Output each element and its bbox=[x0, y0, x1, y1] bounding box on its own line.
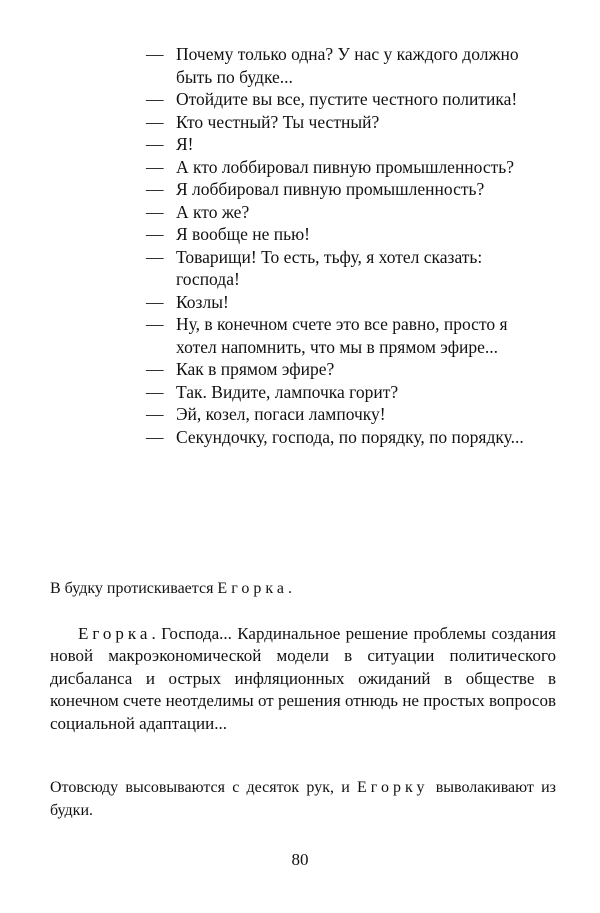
dialogue-dash: — bbox=[146, 291, 164, 312]
dialogue-dash: — bbox=[146, 111, 164, 132]
dialogue-dash: — bbox=[146, 246, 164, 267]
dialogue-dash: — bbox=[146, 359, 164, 379]
dialogue-dash: — bbox=[146, 44, 164, 64]
stage-direction-enter bbox=[50, 578, 560, 600]
dialogue-text: Я! bbox=[176, 134, 194, 154]
dialogue-line bbox=[146, 88, 526, 111]
dialogue-dash: — bbox=[146, 89, 164, 109]
dialogue-dash: — bbox=[146, 201, 164, 222]
dialogue-line bbox=[146, 133, 526, 156]
dialogue-dash: — bbox=[146, 179, 164, 199]
dialogue-line bbox=[146, 178, 526, 201]
dialogue-text: А кто лоббировал пивную промышленность? bbox=[176, 156, 515, 177]
dialogue-text: Козлы! bbox=[176, 291, 229, 312]
dialogue-text: Ну, в конечном счете это все равно, просто я хотел напомнить, что мы в прямом эфире... bbox=[176, 314, 508, 357]
dialogue-block bbox=[146, 43, 526, 448]
dialogue-dash: — bbox=[146, 134, 164, 154]
dialogue-line bbox=[146, 156, 526, 179]
stage-text-1: Отовсюду высовываются с десяток рук, и bbox=[50, 779, 358, 796]
dialogue-line bbox=[146, 313, 526, 358]
dialogue-line bbox=[146, 43, 526, 88]
stage-end: . bbox=[288, 580, 292, 597]
stage-text-2: выволакивают из будки. bbox=[50, 779, 556, 819]
dialogue-dash: — bbox=[146, 314, 164, 334]
dialogue-text: Так. Видите, лампочка горит? bbox=[176, 381, 399, 402]
speech-text: . Господа... Кардинальное решение проблемы создания новой макроэкономической модели в ситуации политического дисбаланса и острых инфляционных ожиданий в обществе в конечном счете неотделимы от решения отнюдь не простых вопросов социальной адаптации... bbox=[50, 624, 556, 733]
dialogue-dash: — bbox=[146, 224, 164, 244]
character-name: Егорка bbox=[217, 580, 288, 597]
dialogue-line bbox=[146, 358, 526, 381]
dialogue-dash: — bbox=[146, 426, 164, 447]
dialogue-line bbox=[146, 426, 526, 449]
dialogue-line bbox=[146, 201, 526, 224]
speaker-name: Егорка bbox=[78, 624, 152, 643]
dialogue-text: Я лоббировал пивную промышленность? bbox=[176, 179, 485, 199]
dialogue-text: Эй, козел, погаси лампочку! bbox=[176, 404, 386, 424]
character-name: Егорку bbox=[357, 779, 429, 796]
dialogue-dash: — bbox=[146, 381, 164, 402]
dialogue-text: Секундочку, господа, по порядку, по порядку... bbox=[176, 426, 524, 447]
dialogue-line bbox=[146, 403, 526, 426]
dialogue-dash: — bbox=[146, 156, 164, 177]
dialogue-text: Отойдите вы все, пустите честного политика! bbox=[176, 89, 518, 109]
stage-text: В будку протискивается bbox=[50, 580, 218, 597]
dialogue-line bbox=[146, 223, 526, 246]
dialogue-text: Я вообще не пью! bbox=[176, 224, 310, 244]
character-speech bbox=[50, 623, 556, 735]
dialogue-text: Как в прямом эфире? bbox=[176, 359, 335, 379]
dialogue-text: Товарищи! То есть, тьфу, я хотел сказать: господа! bbox=[176, 246, 483, 289]
dialogue-line bbox=[146, 246, 526, 291]
dialogue-dash: — bbox=[146, 404, 164, 424]
dialogue-line bbox=[146, 111, 526, 134]
stage-direction-exit bbox=[50, 777, 556, 822]
dialogue-text: Почему только одна? У нас у каждого должно быть по будке... bbox=[176, 44, 519, 87]
dialogue-text: А кто же? bbox=[176, 201, 250, 222]
dialogue-text: Кто честный? Ты честный? bbox=[176, 111, 380, 132]
page-number: 80 bbox=[291, 850, 309, 869]
dialogue-line bbox=[146, 381, 526, 404]
dialogue-line bbox=[146, 291, 526, 314]
